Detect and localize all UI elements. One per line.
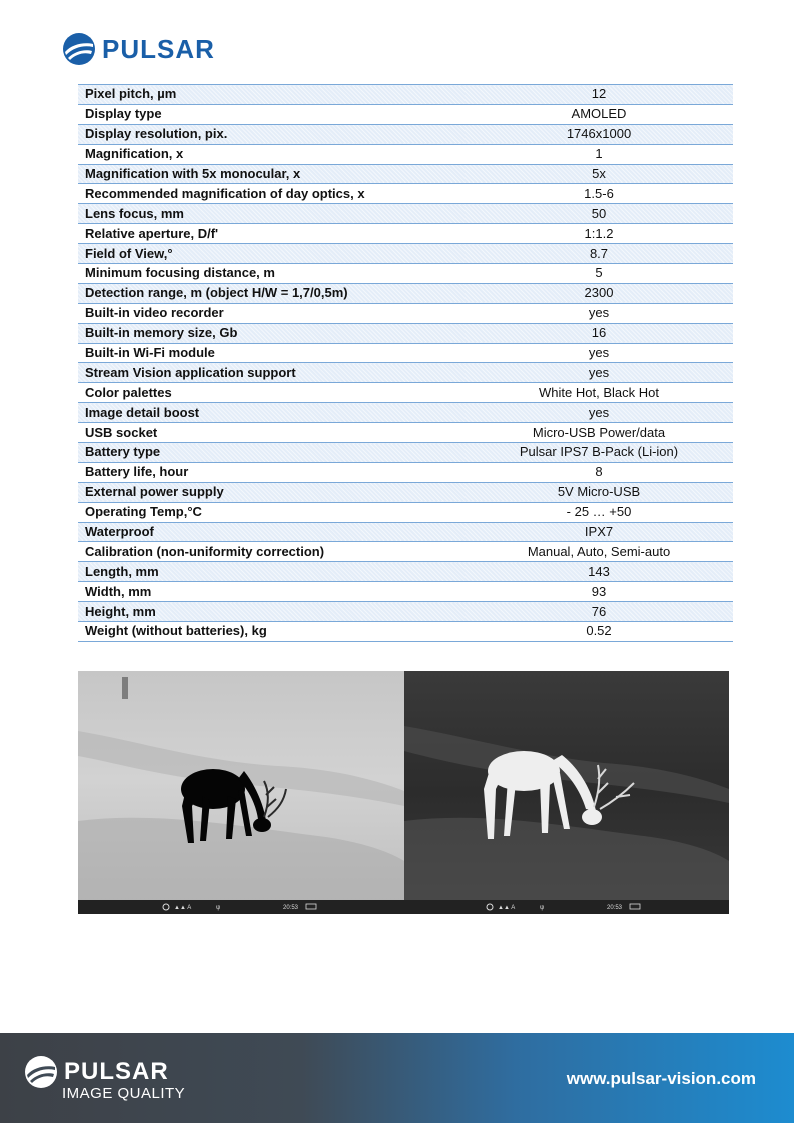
footer-brand: PULSAR xyxy=(64,1058,169,1085)
spec-row xyxy=(78,343,733,363)
spec-row xyxy=(78,522,733,542)
spec-row xyxy=(78,403,733,423)
spec-value: 1.5-6 xyxy=(465,184,733,204)
thermal-image-white-hot xyxy=(404,671,729,914)
spec-row xyxy=(78,124,733,144)
left-time-readout: 20:53 xyxy=(283,905,299,911)
spec-label: Operating Temp,°C xyxy=(78,502,465,522)
spec-value: 2300 xyxy=(465,283,733,303)
spec-label: Display type xyxy=(78,104,465,124)
spec-row xyxy=(78,184,733,204)
pulsar-logo-icon xyxy=(24,1055,58,1089)
spec-label: Height, mm xyxy=(78,602,465,622)
spec-label: Waterproof xyxy=(78,522,465,542)
spec-label: Field of View,° xyxy=(78,244,465,264)
spec-label: External power supply xyxy=(78,482,465,502)
spec-row xyxy=(78,582,733,602)
spec-value: yes xyxy=(465,343,733,363)
spec-value: 5x xyxy=(465,164,733,184)
spec-label: Battery life, hour xyxy=(78,462,465,482)
spec-label: Magnification, x xyxy=(78,144,465,164)
spec-label: Recommended magnification of day optics, x xyxy=(78,184,465,204)
spec-value: 0.52 xyxy=(465,622,733,642)
spec-row xyxy=(78,164,733,184)
spec-value: 143 xyxy=(465,562,733,582)
spec-value: 8.7 xyxy=(465,244,733,264)
spec-value: 5 xyxy=(465,264,733,284)
spec-label: Width, mm xyxy=(78,582,465,602)
spec-label: USB socket xyxy=(78,423,465,443)
header-logo xyxy=(62,32,215,66)
svg-text:▲▲ A: ▲▲ A xyxy=(174,905,192,911)
footer-logo xyxy=(24,1055,169,1089)
spec-label: Battery type xyxy=(78,443,465,463)
spec-row xyxy=(78,423,733,443)
spec-label: Image detail boost xyxy=(78,403,465,423)
spec-row xyxy=(78,562,733,582)
spec-value: 1746x1000 xyxy=(465,124,733,144)
spec-row xyxy=(78,383,733,403)
spec-label: Built-in memory size, Gb xyxy=(78,323,465,343)
spec-row xyxy=(78,323,733,343)
svg-text:ψ: ψ xyxy=(216,905,221,911)
spec-row xyxy=(78,244,733,264)
header-brand: PULSAR xyxy=(102,33,215,64)
pulsar-logo-icon xyxy=(62,32,96,66)
spec-value: 12 xyxy=(465,85,733,105)
spec-label: Pixel pitch, µm xyxy=(78,85,465,105)
spec-label: Minimum focusing distance, m xyxy=(78,264,465,284)
spec-row xyxy=(78,264,733,284)
spec-row xyxy=(78,602,733,622)
spec-value: yes xyxy=(465,363,733,383)
spec-value: White Hot, Black Hot xyxy=(465,383,733,403)
spec-label: Detection range, m (object H/W = 1,7/0,5m) xyxy=(78,283,465,303)
spec-row xyxy=(78,224,733,244)
footer-website-link[interactable]: www.pulsar-vision.com xyxy=(566,1069,756,1088)
spec-value: 16 xyxy=(465,323,733,343)
spec-label: Length, mm xyxy=(78,562,465,582)
spec-value: yes xyxy=(465,403,733,423)
spec-value: 76 xyxy=(465,602,733,622)
spec-value: AMOLED xyxy=(465,104,733,124)
spec-row xyxy=(78,443,733,463)
right-time-readout: 20:53 xyxy=(607,905,623,911)
specs-table xyxy=(78,84,733,642)
spec-value: 8 xyxy=(465,462,733,482)
spec-row xyxy=(78,542,733,562)
svg-text:ψ: ψ xyxy=(540,905,545,911)
spec-row xyxy=(78,482,733,502)
spec-row xyxy=(78,85,733,105)
spec-value: 93 xyxy=(465,582,733,602)
spec-row xyxy=(78,104,733,124)
spec-row xyxy=(78,283,733,303)
spec-value: 1:1.2 xyxy=(465,224,733,244)
spec-label: Magnification with 5x monocular, x xyxy=(78,164,465,184)
spec-label: Weight (without batteries), kg xyxy=(78,622,465,642)
spec-label: Calibration (non-uniformity correction) xyxy=(78,542,465,562)
spec-value: - 25 … +50 xyxy=(465,502,733,522)
spec-label: Relative aperture, D/f' xyxy=(78,224,465,244)
spec-value: Pulsar IPS7 B-Pack (Li-ion) xyxy=(465,443,733,463)
spec-row xyxy=(78,204,733,224)
spec-row xyxy=(78,622,733,642)
spec-row xyxy=(78,462,733,482)
spec-row xyxy=(78,363,733,383)
spec-label: Built-in Wi-Fi module xyxy=(78,343,465,363)
spec-value: Micro-USB Power/data xyxy=(465,423,733,443)
spec-value: 50 xyxy=(465,204,733,224)
thermal-image-black-hot xyxy=(78,671,404,914)
spec-row xyxy=(78,144,733,164)
spec-label: Display resolution, pix. xyxy=(78,124,465,144)
spec-label: Built-in video recorder xyxy=(78,303,465,323)
spec-value: IPX7 xyxy=(465,522,733,542)
svg-text:▲▲ A: ▲▲ A xyxy=(498,905,516,911)
spec-value: yes xyxy=(465,303,733,323)
spec-value: 1 xyxy=(465,144,733,164)
spec-label: Lens focus, mm xyxy=(78,204,465,224)
footer-tagline: IMAGE QUALITY xyxy=(62,1085,186,1102)
spec-row xyxy=(78,303,733,323)
spec-value: Manual, Auto, Semi-auto xyxy=(465,542,733,562)
spec-row xyxy=(78,502,733,522)
footer-banner xyxy=(0,1033,794,1123)
spec-label: Stream Vision application support xyxy=(78,363,465,383)
spec-value: 5V Micro-USB xyxy=(465,482,733,502)
spec-label: Color palettes xyxy=(78,383,465,403)
